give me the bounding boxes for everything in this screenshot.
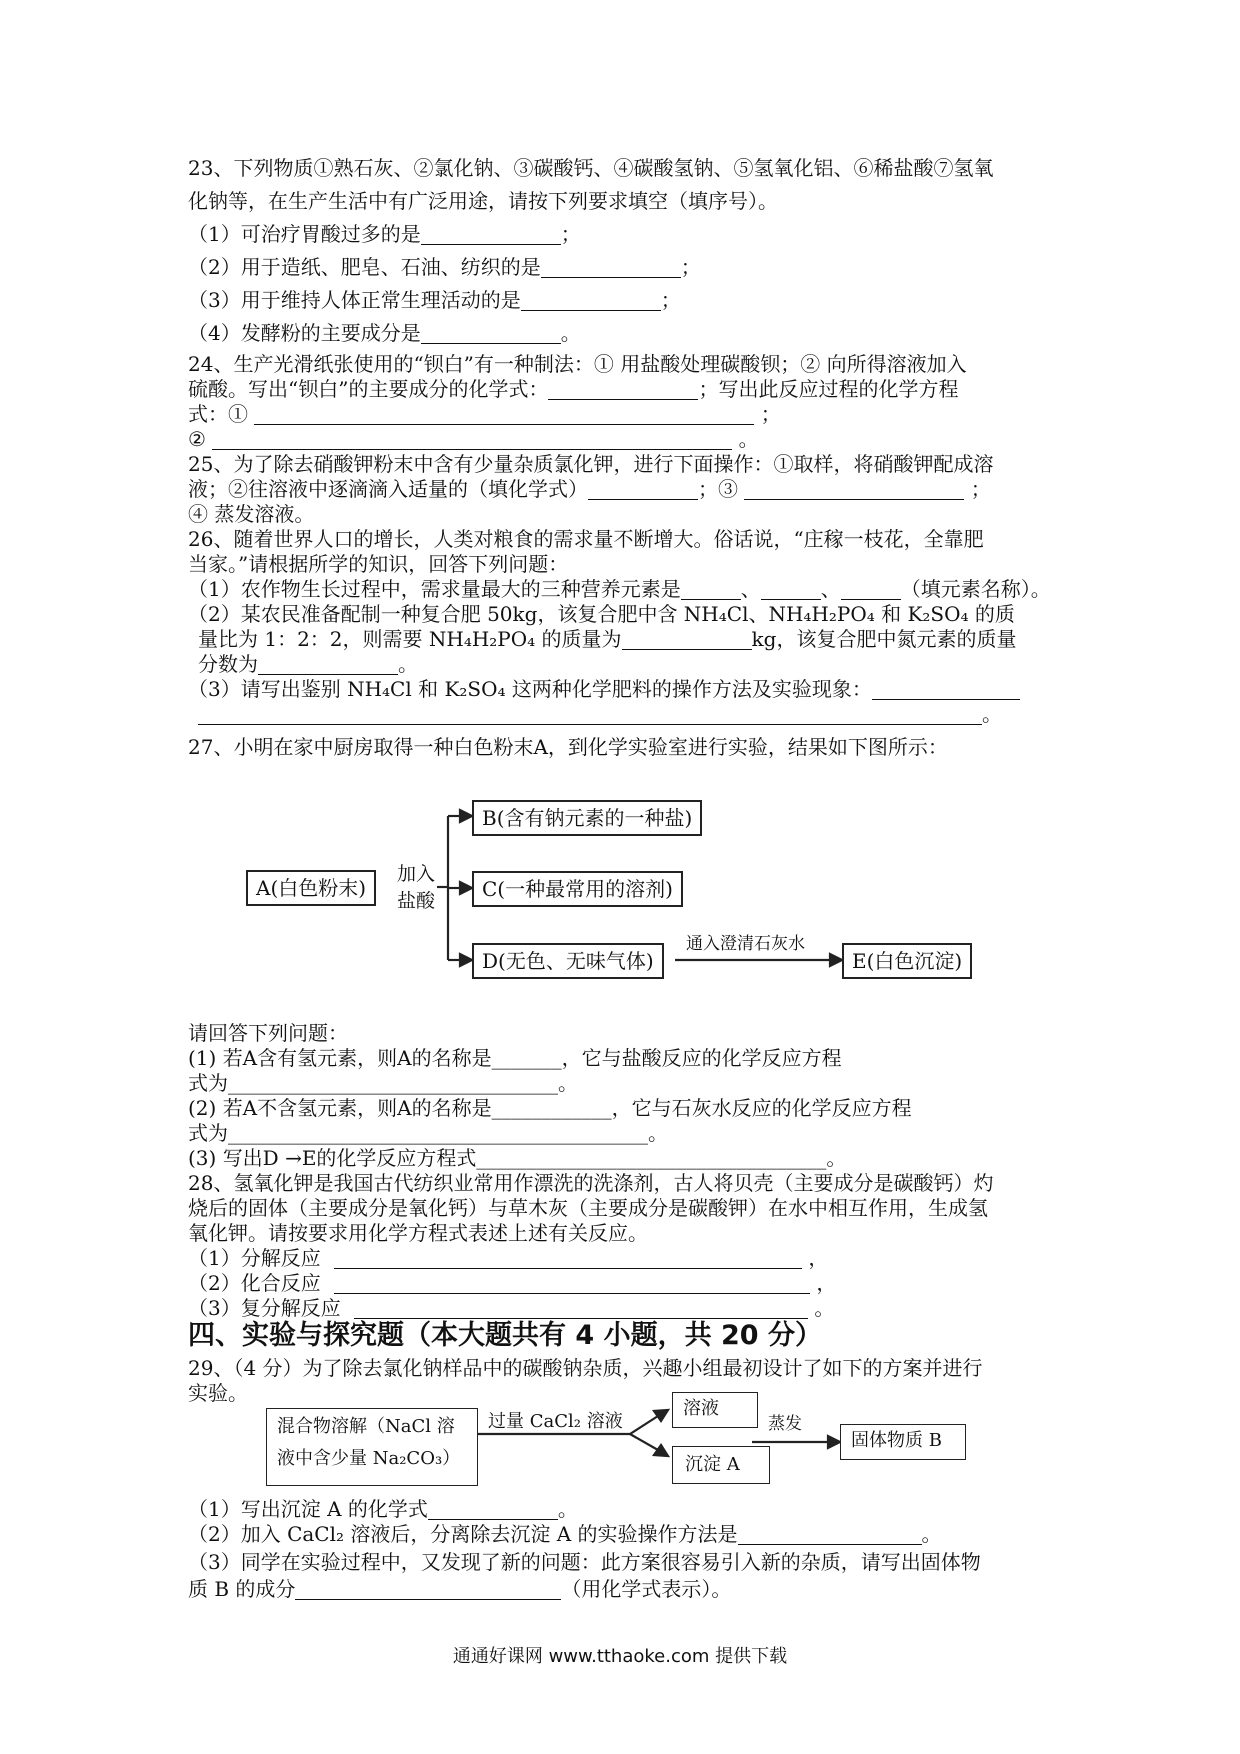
q26-part1-end: （填元素名称）。	[900, 577, 1051, 601]
q28-part1	[188, 1246, 828, 1270]
q27-part2b: 式为__________________________________________。	[188, 1121, 668, 1145]
q24-line2-text: 硫酸。写出“钡白”的主要成分的化学式：	[188, 377, 549, 401]
punct: 。	[921, 1522, 942, 1546]
node-e: E(白色沉淀)	[842, 943, 972, 979]
q27-part2a: (2) 若A不含氢元素，则A的名称是____________，它与石灰水反应的化学反应方程	[188, 1096, 912, 1120]
q27-line1: 27、小明在家中厨房取得一种白色粉末A，到化学实验室进行实验，结果如下图所示：	[188, 735, 948, 759]
node-c: C(一种最常用的溶剂)	[472, 871, 683, 907]
q26-part3-text: （3）请写出鉴别 NH₄Cl 和 K₂SO₄ 这两种化学肥料的操作方法及实验现象：	[188, 677, 872, 701]
reagent-label-1: 加入	[397, 863, 436, 885]
q29-part3b-end: （用化学式表示）。	[561, 1577, 732, 1601]
q27-part1a: (1) 若A含有氢元素，则A的名称是_______，它与盐酸反应的化学反应方程	[188, 1046, 842, 1070]
solution-box: 溶液	[672, 1392, 758, 1428]
q29-part3b	[188, 1577, 731, 1601]
q23-part1-text: （1）可治疗胃酸过多的是	[188, 222, 421, 246]
q23-part4-text: （4）发酵粉的主要成分是	[188, 321, 421, 345]
q28-part1-text: （1）分解反应	[188, 1246, 321, 1270]
q26-line1: 26、随着世界人口的增长，人类对粮食的需求量不断增大。俗话说，“庄稼一枝花，全靠肥	[188, 527, 984, 551]
q29-part2	[188, 1522, 942, 1546]
q28-line2: 烧后的固体（主要成分是氧化钙）与草木灰（主要成分是碳酸钾）在水中相互作用，生成氢	[188, 1196, 988, 1220]
precipitate-box: 沉淀 A	[672, 1446, 770, 1484]
q23-part3-text: （3）用于维持人体正常生理活动的是	[188, 288, 521, 312]
punct: 。	[814, 1296, 835, 1320]
punct: ；	[970, 477, 991, 501]
node-d: D(无色、无味气体)	[472, 943, 664, 979]
q28-part2-text: （2）化合反应	[188, 1271, 321, 1295]
punct: 。	[557, 1497, 578, 1521]
q29-line2: 实验。	[188, 1381, 248, 1405]
q26-part2a: （2）某农民准备配制一种复合肥 50kg，该复合肥中含 NH₄Cl、NH₄H₂PO₄ 和 K₂SO₄ 的质	[188, 602, 1015, 626]
punct: ；	[680, 255, 701, 279]
punct: 。	[738, 427, 759, 451]
answer-blank[interactable]	[334, 1248, 802, 1269]
q28-line3: 氧化钾。请按要求用化学方程式表述上述有关反应。	[188, 1221, 648, 1245]
q29-part1	[188, 1497, 578, 1521]
punct: ；	[560, 222, 581, 246]
q27-part3: (3) 写出D →E的化学反应方程式___________________________________。	[188, 1146, 847, 1170]
punct: 。	[398, 652, 418, 676]
q29-part3a: （3）同学在实验过程中，又发现了新的问题：此方案很容易引入新的杂质，请写出固体物	[188, 1550, 981, 1574]
answer-blank[interactable]	[428, 1499, 558, 1520]
q27-ask: 请回答下列问题：	[188, 1021, 348, 1045]
q26-line2: 当家。”请根据所学的知识，回答下列问题：	[188, 552, 569, 576]
q26-part2b-text: 量比为 1：2：2，则需要 NH₄H₂PO₄ 的质量为	[198, 627, 622, 651]
q26-part2b-end: kg，该复合肥中氮元素的质量	[751, 627, 1017, 651]
q26-part1-text: （1）农作物生长过程中，需求量最大的三种营养元素是	[188, 577, 681, 601]
q27-part1b: 式为_________________________________。	[188, 1071, 578, 1095]
punct: ，	[808, 1246, 829, 1270]
q28-line1: 28、氢氧化钾是我国古代纺织业常用作漂洗的洗涤剂，古人将贝壳（主要成分是碳酸钙）灼	[188, 1171, 994, 1195]
mixture-label-2: 液中含少量 Na₂CO₃）	[277, 1448, 461, 1469]
answer-blank[interactable]	[295, 1579, 561, 1600]
q29-line1: 29、（4 分）为了除去氯化钠样品中的碳酸钠杂质，兴趣小组最初设计了如下的方案并进行	[188, 1356, 983, 1380]
punct: 。	[560, 321, 581, 345]
mixture-label-1: 混合物溶解（NaCl 溶	[277, 1416, 455, 1437]
section-heading: 四、实验与探究题（本大题共有 4 小题，共 20 分）	[188, 1320, 822, 1351]
q25-line2-mid: ；③	[698, 477, 738, 501]
q28-part2	[188, 1271, 836, 1295]
q26-part2c-text: 分数为	[198, 652, 258, 676]
reagent-label-2: 盐酸	[397, 890, 436, 912]
page-footer: 通通好课网 www.tthaoke.com 提供下载	[452, 1646, 788, 1667]
punct: ；	[760, 402, 781, 426]
q24-line3-text: 式：①	[188, 402, 248, 426]
q29-part2-text: （2）加入 CaCl₂ 溶液后，分离除去沉淀 A 的实验操作方法是	[188, 1522, 738, 1546]
q28-part3-text: （3）复分解反应	[188, 1296, 341, 1320]
answer-blank[interactable]	[354, 1298, 808, 1319]
sep: 、	[820, 577, 841, 601]
q25-line1: 25、为了除去硝酸钾粉末中含有少量杂质氯化钾，进行下面操作：①取样，将硝酸钾配成溶	[188, 452, 994, 476]
answer-blank[interactable]	[334, 1273, 810, 1294]
punct: 。	[982, 702, 1002, 726]
mixture-box	[266, 1408, 478, 1486]
q29-part3b-text: 质 B 的成分	[188, 1577, 296, 1601]
sep: 、	[740, 577, 761, 601]
q24-line4-text: ②	[188, 427, 206, 451]
reagent-label: 过量 CaCl₂ 溶液	[488, 1411, 623, 1432]
q24-line1: 24、生产光滑纸张使用的“钡白”有一种制法：① 用盐酸处理碳酸钡；② 向所得溶液加入	[188, 352, 967, 376]
punct: ；	[660, 288, 681, 312]
q25-line3: ④ 蒸发溶液。	[188, 502, 315, 526]
punct: ，	[816, 1271, 837, 1295]
q28-part3	[188, 1296, 834, 1320]
node-a: A(白色粉末)	[246, 870, 376, 906]
q29-part1-text: （1）写出沉淀 A 的化学式	[188, 1497, 428, 1521]
evaporate-label: 蒸发	[768, 1414, 802, 1434]
arrow-label: 通入澄清石灰水	[686, 934, 805, 954]
q23-part2-text: （2）用于造纸、肥皂、石油、纺织的是	[188, 255, 541, 279]
q23-line2: 化钠等，在生产生活中有广泛用途，请按下列要求填空（填序号）。	[188, 189, 778, 213]
answer-blank[interactable]	[738, 1524, 922, 1545]
q24-line2-end: ；写出此反应过程的化学方程	[698, 377, 959, 401]
q23-line1: 23、下列物质①熟石灰、②氯化钠、③碳酸钙、④碳酸氢钠、⑤氢氧化铝、⑥稀盐酸⑦氢氧	[188, 156, 994, 180]
q25-line2-text: 液；②往溶液中逐滴滴入适量的（填化学式）	[188, 477, 588, 501]
solid-b-box: 固体物质 B	[840, 1424, 966, 1460]
node-b: B(含有钠元素的一种盐)	[472, 800, 702, 836]
